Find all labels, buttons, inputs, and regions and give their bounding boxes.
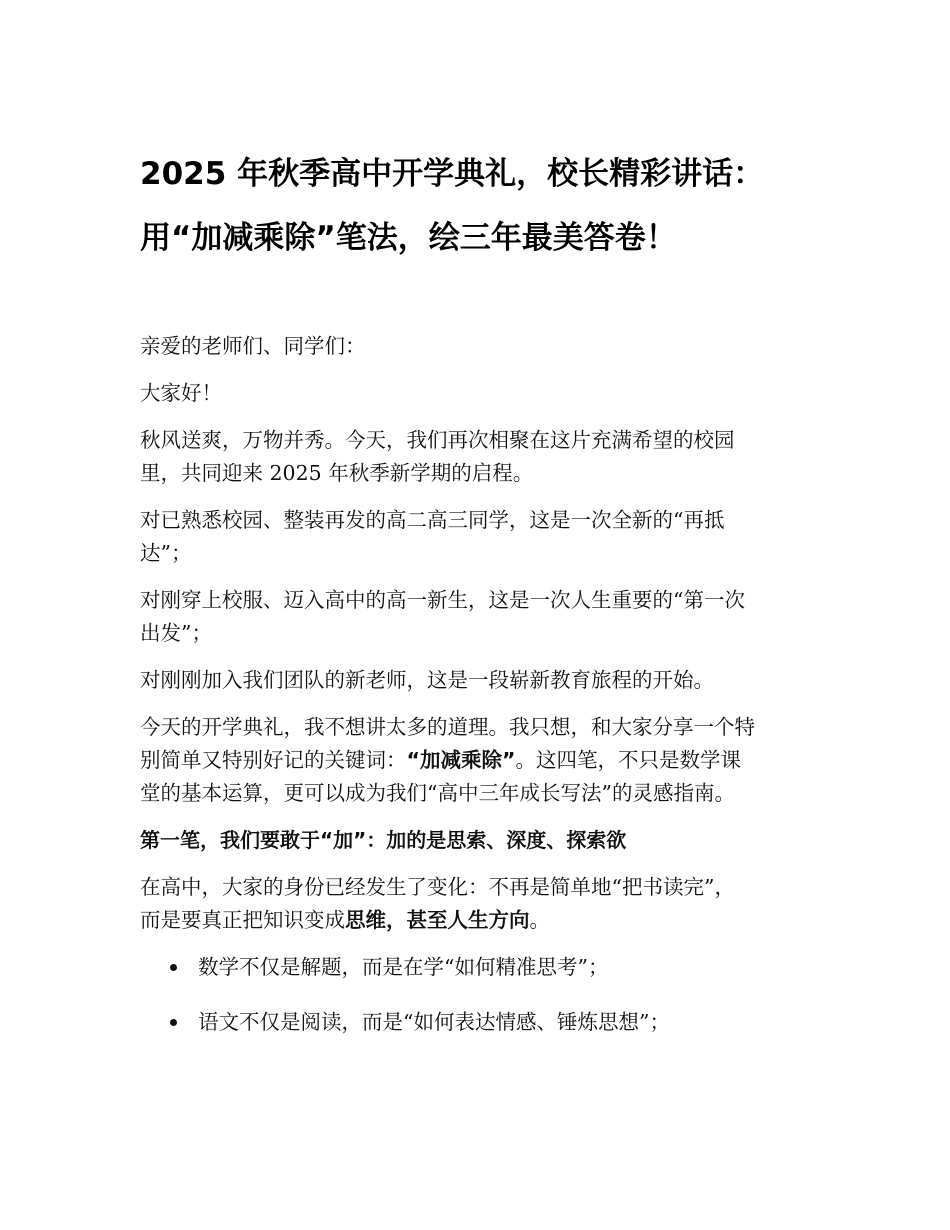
keyword-highlight: “加减乘除” — [406, 748, 516, 772]
greeting-paragraph — [140, 330, 808, 363]
autumn-paragraph — [140, 424, 808, 490]
keyword-line-1: 今天的开学典礼，我不想讲太多的道理。我只想，和大家分享一个特 — [140, 715, 755, 739]
hello-paragraph — [140, 377, 808, 410]
keyword-line-2-before: 别简单又特别好记的关键词： — [140, 748, 407, 772]
title-line-1: 2025 年秋季高中开学典礼，校长精彩讲话： — [140, 156, 765, 192]
freshmen-paragraph — [140, 584, 808, 650]
list-item — [140, 951, 808, 984]
identity-line-2-after: 。 — [529, 908, 550, 932]
bullet-text: 语文不仅是阅读，而是“如何表达情感、锤炼思想”； — [198, 1010, 670, 1034]
list-item — [140, 1006, 808, 1039]
greeting-text: 亲爱的老师们、同学们： — [140, 334, 366, 358]
autumn-line-1: 秋风送爽，万物并秀。今天，我们再次相聚在这片充满希望的校园 — [140, 428, 735, 452]
teachers-text: 对刚刚加入我们团队的新老师，这是一段崭新教育旅程的开始。 — [140, 668, 714, 692]
bullet-dot-icon — [170, 964, 177, 971]
section-heading-add: 第一笔，我们要敢于“加”：加的是思索、深度、探索欲 — [140, 828, 627, 852]
freshmen-line-1: 对刚穿上校服、迈入高中的高一新生，这是一次人生重要的“第一次 — [140, 588, 745, 612]
keyword-line-2 — [140, 744, 808, 777]
freshmen-line-2: 出发”； — [140, 621, 212, 645]
keyword-line-2-after: 。这四笔，不只是数学课 — [515, 748, 741, 772]
title-line-2: 用“加减乘除”笔法，绘三年最美答卷！ — [140, 220, 677, 256]
page-title — [140, 142, 820, 270]
bullet-list — [140, 951, 808, 1039]
identity-line-1: 在高中，大家的身份已经发生了变化：不再是简单地“把书读完”， — [140, 875, 735, 899]
bullet-dot-icon — [170, 1019, 177, 1026]
teachers-paragraph — [140, 664, 808, 697]
bullet-text: 数学不仅是解题，而是在学“如何精准思考”； — [198, 955, 609, 979]
identity-highlight: 思维，甚至人生方向 — [345, 908, 530, 932]
speech-body — [140, 330, 808, 1061]
autumn-line-2: 里，共同迎来 2025 年秋季新学期的启程。 — [140, 461, 534, 485]
seniors-line-1: 对已熟悉校园、整装再发的高二高三同学，这是一次全新的“再抵 — [140, 508, 725, 532]
identity-line-2 — [140, 904, 808, 937]
keyword-line-3: 堂的基本运算，更可以成为我们“高中三年成长写法”的灵感指南。 — [140, 781, 735, 805]
seniors-line-2: 达”； — [140, 541, 192, 565]
identity-line-2-before: 而是要真正把知识变成 — [140, 908, 345, 932]
identity-paragraph — [140, 871, 808, 937]
keyword-paragraph — [140, 711, 808, 810]
seniors-paragraph — [140, 504, 808, 570]
hello-text: 大家好！ — [140, 381, 222, 405]
